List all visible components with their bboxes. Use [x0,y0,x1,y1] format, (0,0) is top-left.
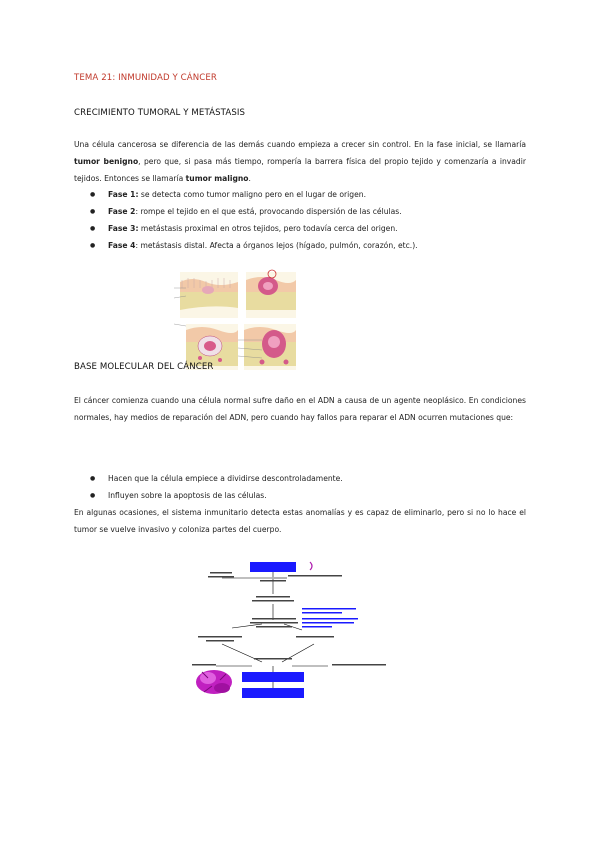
phase-panel [238,324,296,370]
molecular-paragraph-2: En algunas ocasiones, el sistema inmunitario detecta estas anomalías y es capaz de eliminarlo, pero si no lo hace el tumor se vuelve invasivo y coloniza partes del cuerpo. [74,508,526,534]
section-heading-molecular: BASE MOLECULAR DEL CÁNCER [74,362,214,372]
section-heading-growth: CRECIMIENTO TUMORAL Y METÁSTASIS [74,108,246,118]
mutation-list [90,470,520,504]
list-item: ● Fase 4: metástasis distal. Afecta a órganos lejos (hígado, pulmón, corazón, etc.). [90,237,520,254]
list-item: ● Fase 2: rompe el tejido en el que está, provocando dispersión de las células. [90,203,520,220]
flow-icon [310,562,312,570]
page-title: TEMA 21: INMUNIDAD Y CÁNCER [74,73,217,83]
flow-box [242,688,304,698]
flow-box [250,562,296,572]
phase-list [90,186,520,254]
phase-panel [174,272,238,318]
tumor-phases-figure [172,268,300,372]
flow-box [242,672,304,682]
list-item: ● Fase 3: metástasis proximal en otros tejidos, pero todavía cerca del origen. [90,220,520,237]
phase-panel [246,270,296,318]
molecular-flowchart-figure [192,558,392,700]
list-item: ● Fase 1: se detecta como tumor maligno pero en el lugar de origen. [90,186,520,203]
list-item: ● Influyen sobre la apoptosis de las células. [90,487,520,504]
molecular-paragraph-1: El cáncer comienza cuando una célula normal sufre daño en el ADN a causa de un agente neoplásico. En condiciones normales, hay medios de reparación del ADN, pero cuando hay fallos para reparar el ADN ocurren mutaciones que: [74,396,526,422]
growth-paragraph: Una célula cancerosa se diferencia de las demás cuando empieza a crecer sin control. En la fase inicial, se llamaría tumor benigno, pero que, si pasa más tiempo, rompería la barrera física del propio tejido y comenzaría a invadir tejidos. Entonces se llamaría tumor maligno. [74,140,526,183]
tumor-cell-cluster [196,670,232,694]
list-item: ● Hacen que la célula empiece a dividirse descontroladamente. [90,470,520,487]
